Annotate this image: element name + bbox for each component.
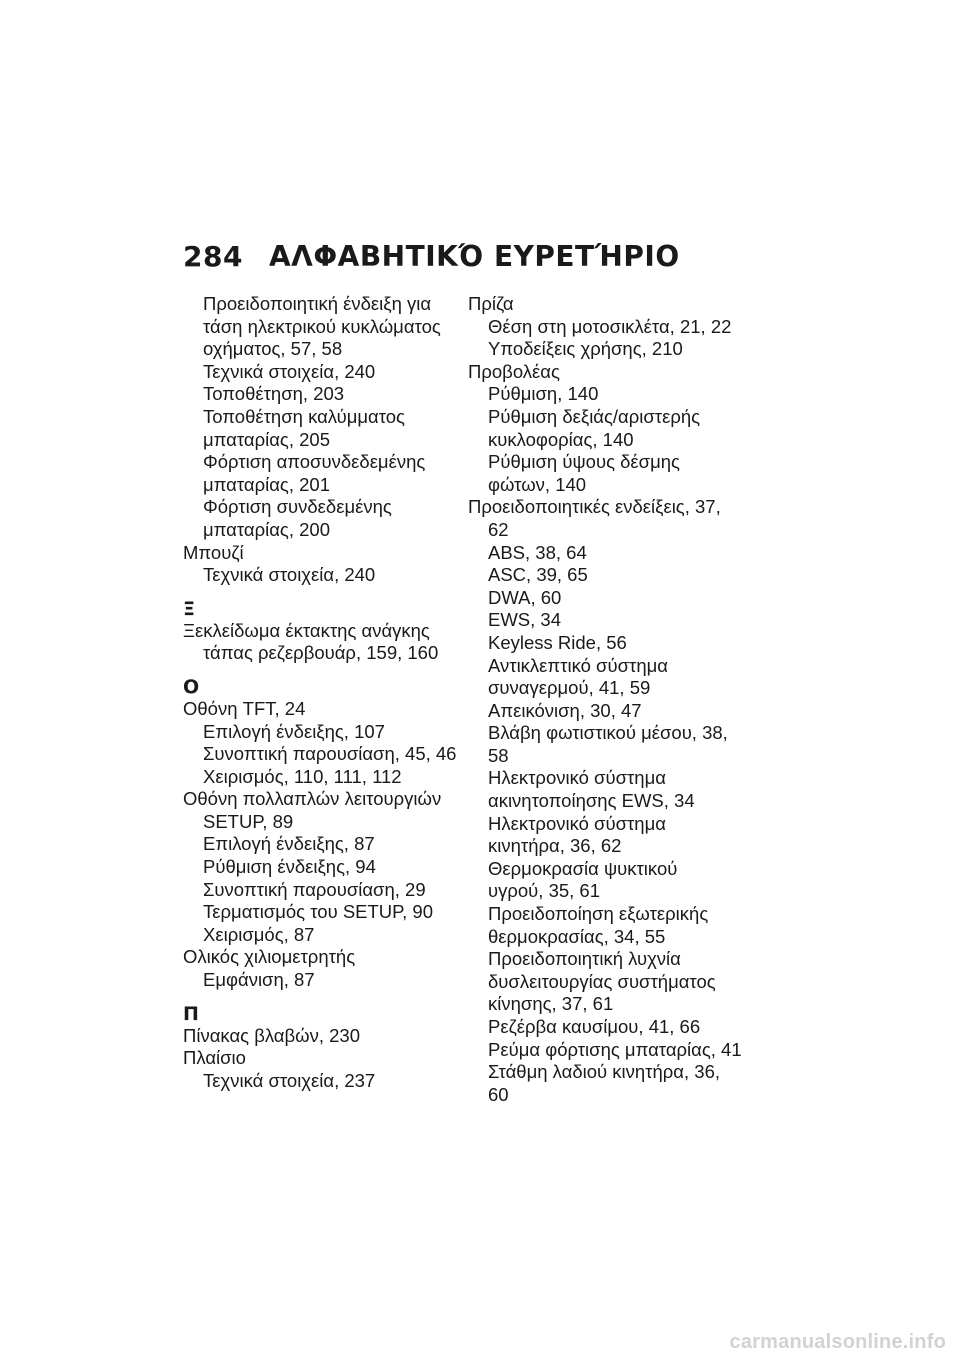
index-subentry: Προειδοποιητική λυχνία: [488, 948, 681, 970]
index-subentry: υγρού, 35, 61: [488, 880, 601, 902]
index-subentry: οχήματος, 57, 58: [203, 338, 343, 360]
index-subentry: Φόρτιση συνδεδεμένης: [203, 496, 392, 518]
index-subentry: δυσλειτουργίας συστήματος: [488, 970, 716, 992]
index-subentry: Ρύθμιση, 140: [488, 383, 599, 405]
index-subentry: Βλάβη φωτιστικού μέσου, 38,: [488, 722, 728, 744]
index-entry: Πίνακας βλαβών, 230: [183, 1024, 360, 1046]
index-subentry: Εμφάνιση, 87: [203, 969, 315, 991]
index-subentry: Υποδείξεις χρήσης, 210: [488, 338, 683, 360]
index-entry: Προειδοποιητικές ενδείξεις, 37,: [468, 496, 721, 518]
index-subentry: Ρεζέρβα καυσίμου, 41, 66: [488, 1016, 701, 1037]
index-subentry: Τοποθέτηση, 203: [203, 383, 345, 405]
index-subentry: ABS, 38, 64: [488, 541, 587, 563]
index-subentry: μπαταρίας, 201: [203, 473, 330, 495]
index-subentry: Συνοπτική παρουσίαση, 45, 46: [203, 743, 457, 765]
index-subentry: Τεχνικά στοιχεία, 240: [203, 564, 376, 586]
watermark[interactable]: carmanualsonline.info: [729, 1331, 946, 1353]
index-subentry: EWS, 34: [488, 609, 561, 631]
index-entry: Οθόνη TFT, 24: [183, 697, 306, 719]
index-subentry: Φόρτιση αποσυνδεδεμένης: [203, 451, 426, 473]
index-entry: Μπουζί: [183, 541, 244, 563]
index-subentry: Τεχνικά στοιχεία, 240: [203, 360, 376, 382]
index-subentry: Ρύθμιση ένδειξης, 94: [203, 856, 376, 878]
index-subentry: Ηλεκτρονικό σύστημα: [488, 812, 666, 834]
index-subentry: 58: [488, 744, 509, 766]
index-subentry: Ηλεκτρονικό σύστημα: [488, 767, 666, 789]
page-title: ΑΛΦΑΒΗΤΙΚΌ ΕΥΡΕΤΉΡΙΟ: [269, 240, 680, 273]
index-subentry: Τερματισμός του SETUP, 90: [203, 901, 433, 923]
index-subentry: Απεικόνιση, 30, 47: [488, 699, 642, 721]
index-subentry: Τεχνικά στοιχεία, 237: [203, 1069, 376, 1091]
index-subentry: SETUP, 89: [203, 810, 294, 832]
index-subentry: ASC, 39, 65: [488, 564, 588, 586]
index-subentry: Θερμοκρασία ψυκτικού: [488, 857, 678, 879]
index-entry: Πλαίσιο: [183, 1047, 246, 1069]
index-subentry: κίνησης, 37, 61: [488, 993, 614, 1015]
index-subentry: θερμοκρασίας, 34, 55: [488, 925, 666, 947]
index-entry: Πρίζα: [468, 293, 514, 314]
index-subentry: Επιλογή ένδειξης, 87: [203, 833, 375, 855]
index-subentry: μπαταρίας, 200: [203, 518, 330, 540]
index-subentry: Ρύθμιση ύψους δέσμης: [488, 451, 680, 473]
index-subentry: μπαταρίας, 205: [203, 428, 330, 450]
index-subentry: κινητήρα, 36, 62: [488, 835, 622, 857]
index-column-right: [468, 293, 742, 1106]
index-subentry: Τοποθέτηση καλύμματος: [203, 405, 405, 427]
section-letter: Ξ: [183, 597, 196, 620]
index-subentry: τάπας ρεζερβουάρ, 159, 160: [203, 642, 439, 664]
index-subentry: Χειρισμός, 87: [203, 923, 315, 945]
index-entry: Ολικός χιλιομετρητής: [183, 946, 356, 968]
index-subentry: DWA, 60: [488, 586, 562, 608]
index-subentry: Συνοπτική παρουσίαση, 29: [203, 878, 426, 900]
index-subentry: Θέση στη μοτοσικλέτα, 21, 22: [488, 315, 732, 337]
section-letter: Ο: [183, 675, 200, 698]
index-column-left: [183, 293, 457, 1092]
index-subentry: Επιλογή ένδειξης, 107: [203, 720, 385, 742]
index-subentry: Στάθμη λαδιού κινητήρα, 36,: [488, 1061, 720, 1083]
index-subentry: 62: [488, 518, 509, 540]
index-subentry: Ρύθμιση δεξιάς/αριστερής: [488, 405, 701, 427]
index-subentry: Keyless Ride, 56: [488, 631, 627, 653]
index-subentry: Προειδοποίηση εξωτερικής: [488, 903, 709, 925]
index-subentry: κυκλοφορίας, 140: [488, 428, 634, 450]
index-entry: Προβολέας: [468, 360, 560, 382]
index-subentry: τάση ηλεκτρικού κυκλώματος: [203, 315, 441, 337]
section-letter: Π: [183, 1002, 199, 1025]
page-number: 284: [183, 240, 243, 273]
index-subentry: Αντικλεπτικό σύστημα: [488, 654, 668, 676]
index-subentry: φώτων, 140: [488, 473, 587, 495]
index-subentry: Ρεύμα φόρτισης μπαταρίας, 41: [488, 1038, 742, 1060]
index-subentry: 60: [488, 1083, 509, 1105]
index-entry: Ξεκλείδωμα έκτακτης ανάγκης: [183, 619, 430, 641]
index-entry: Οθόνη πολλαπλών λειτουργιών: [183, 788, 442, 810]
index-subentry: ακινητοποίησης EWS, 34: [488, 790, 695, 812]
index-subentry: Χειρισμός, 110, 111, 112: [203, 765, 402, 787]
index-subentry: συναγερμού, 41, 59: [488, 677, 651, 699]
index-subentry: Προειδοποιητική ένδειξη για: [203, 293, 432, 314]
